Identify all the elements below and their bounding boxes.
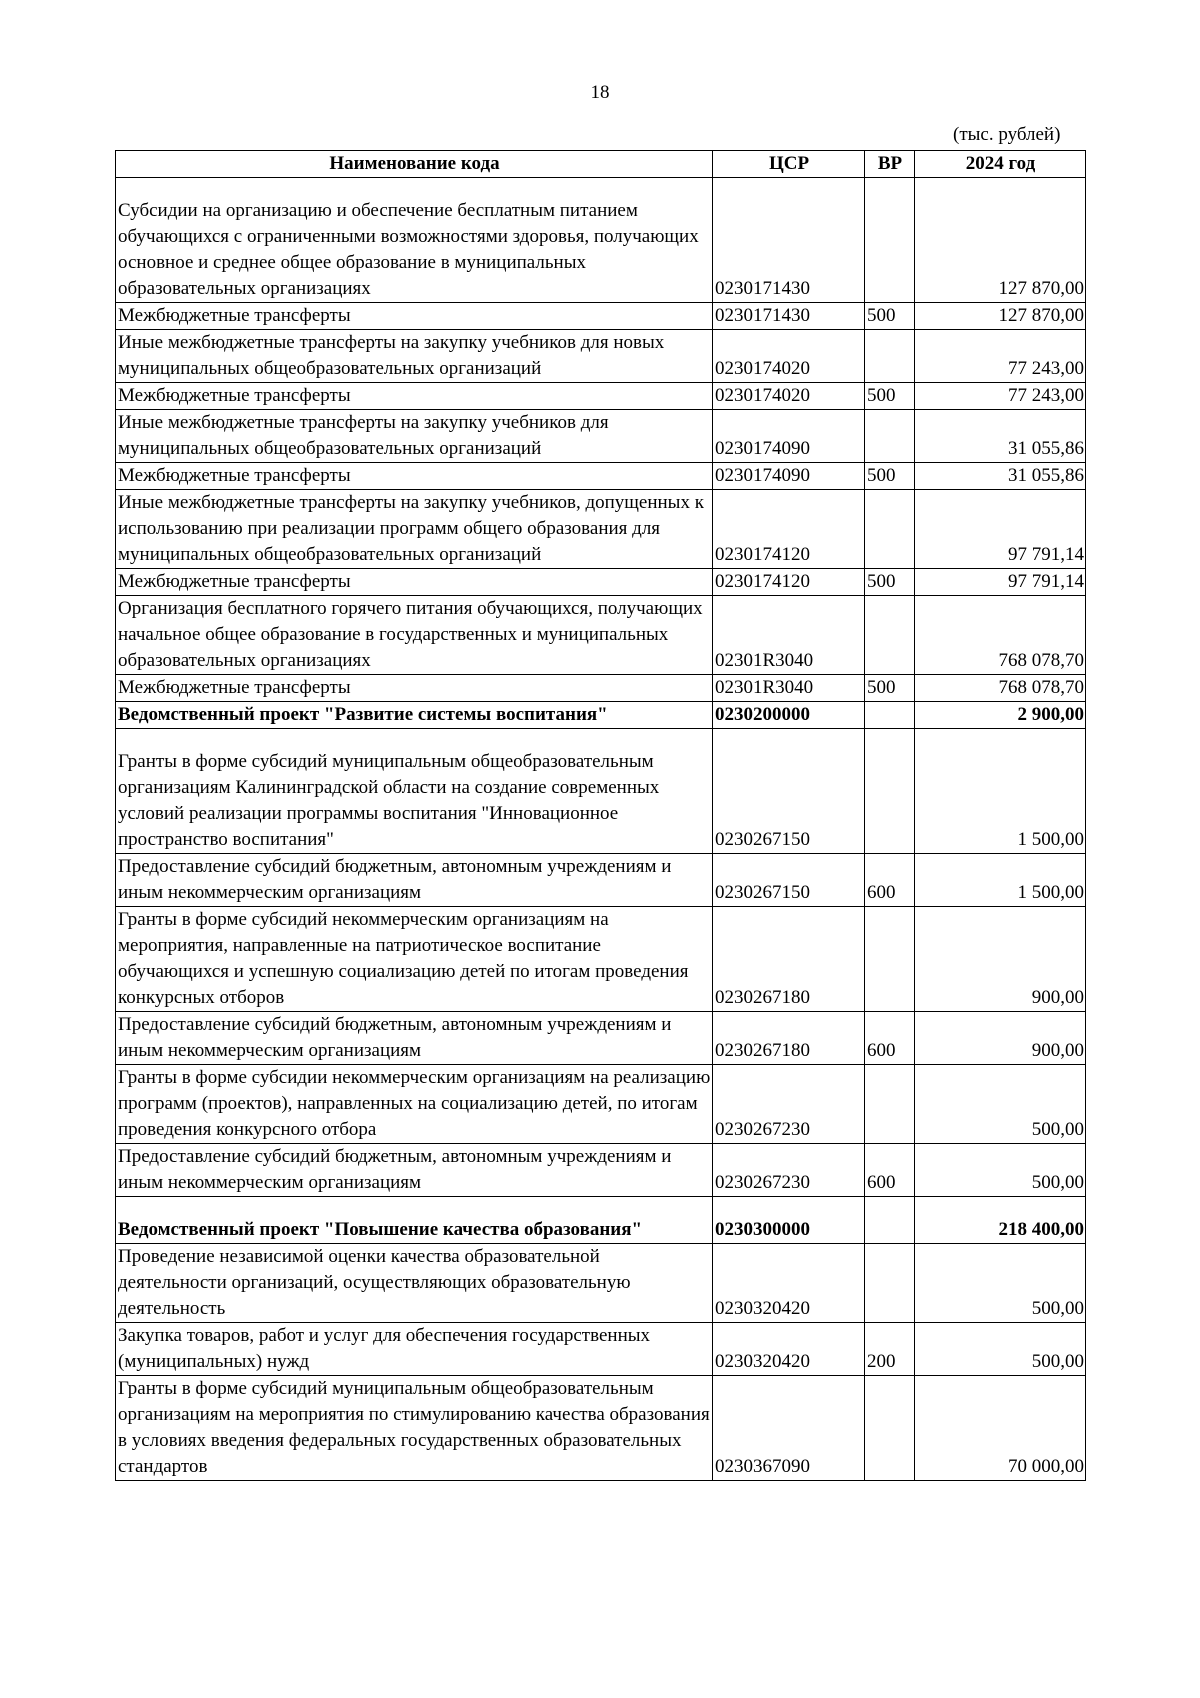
row-name: Гранты в форме субсидий муниципальным общеобразовательным организациям на мероприятия по стимулированию качества образования в условиях введения федеральных государственных образовательных стандартов bbox=[116, 1376, 713, 1481]
table-row bbox=[116, 490, 1086, 569]
row-csr: 0230174090 bbox=[713, 463, 865, 490]
row-name: Проведение независимой оценки качества образовательной деятельности организаций, осуществляющих образовательную деятельность bbox=[116, 1244, 713, 1323]
units-label: (тыс. рублей) bbox=[953, 124, 1061, 145]
table-row bbox=[116, 1244, 1086, 1323]
row-amount: 1 500,00 bbox=[915, 729, 1086, 854]
row-vr bbox=[865, 702, 915, 729]
row-vr: 500 bbox=[865, 463, 915, 490]
header-csr: ЦСР bbox=[713, 151, 865, 178]
row-amount: 70 000,00 bbox=[915, 1376, 1086, 1481]
row-amount: 500,00 bbox=[915, 1323, 1086, 1376]
row-name: Межбюджетные трансферты bbox=[116, 569, 713, 596]
table-row bbox=[116, 1323, 1086, 1376]
row-vr: 600 bbox=[865, 854, 915, 907]
row-name: Гранты в форме субсидий муниципальным общеобразовательным организациям Калининградской области на создание современных условий реализации программы воспитания "Инновационное пространство воспитания" bbox=[116, 729, 713, 854]
row-csr: 0230367090 bbox=[713, 1376, 865, 1481]
row-name: Ведомственный проект "Повышение качества образования" bbox=[116, 1197, 713, 1244]
row-amount: 31 055,86 bbox=[915, 410, 1086, 463]
row-csr: 0230174020 bbox=[713, 383, 865, 410]
table-row bbox=[116, 410, 1086, 463]
row-name: Иные межбюджетные трансферты на закупку учебников, допущенных к использованию при реализации программ общего образования для муниципальных общеобразовательных организаций bbox=[116, 490, 713, 569]
header-name: Наименование кода bbox=[116, 151, 713, 178]
header-row bbox=[116, 151, 1086, 178]
row-vr: 600 bbox=[865, 1012, 915, 1065]
row-amount: 77 243,00 bbox=[915, 330, 1086, 383]
row-name: Иные межбюджетные трансферты на закупку учебников для муниципальных общеобразовательных организаций bbox=[116, 410, 713, 463]
row-csr: 0230300000 bbox=[713, 1197, 865, 1244]
table-row bbox=[116, 675, 1086, 702]
row-csr: 0230171430 bbox=[713, 178, 865, 303]
row-amount: 127 870,00 bbox=[915, 178, 1086, 303]
row-vr: 500 bbox=[865, 675, 915, 702]
row-amount: 900,00 bbox=[915, 907, 1086, 1012]
row-csr: 0230320420 bbox=[713, 1244, 865, 1323]
row-vr: 500 bbox=[865, 569, 915, 596]
table-row bbox=[116, 1376, 1086, 1481]
row-vr bbox=[865, 907, 915, 1012]
row-name: Межбюджетные трансферты bbox=[116, 303, 713, 330]
row-amount: 31 055,86 bbox=[915, 463, 1086, 490]
row-csr: 0230267150 bbox=[713, 854, 865, 907]
row-csr: 0230267180 bbox=[713, 907, 865, 1012]
table-row bbox=[116, 729, 1086, 854]
row-amount: 1 500,00 bbox=[915, 854, 1086, 907]
table-row bbox=[116, 303, 1086, 330]
row-amount: 500,00 bbox=[915, 1144, 1086, 1197]
row-vr bbox=[865, 178, 915, 303]
row-name: Иные межбюджетные трансферты на закупку учебников для новых муниципальных общеобразовательных организаций bbox=[116, 330, 713, 383]
row-vr bbox=[865, 1376, 915, 1481]
row-csr: 0230174090 bbox=[713, 410, 865, 463]
row-amount: 768 078,70 bbox=[915, 675, 1086, 702]
budget-table bbox=[115, 150, 1086, 1481]
page-number: 18 bbox=[590, 82, 610, 103]
row-name: Организация бесплатного горячего питания обучающихся, получающих начальное общее образование в государственных и муниципальных образовательных организациях bbox=[116, 596, 713, 675]
table-row bbox=[116, 463, 1086, 490]
row-vr bbox=[865, 1197, 915, 1244]
row-name: Предоставление субсидий бюджетным, автономным учреждениям и иным некоммерческим организациям bbox=[116, 1012, 713, 1065]
row-name: Закупка товаров, работ и услуг для обеспечения государственных (муниципальных) нужд bbox=[116, 1323, 713, 1376]
row-csr: 0230267150 bbox=[713, 729, 865, 854]
row-csr: 0230174120 bbox=[713, 569, 865, 596]
row-amount: 500,00 bbox=[915, 1244, 1086, 1323]
row-name: Гранты в форме субсидий некоммерческим организациям на мероприятия, направленные на патриотическое воспитание обучающихся и успешную социализацию детей по итогам проведения конкурсных отборов bbox=[116, 907, 713, 1012]
table-row bbox=[116, 1012, 1086, 1065]
row-csr: 0230267180 bbox=[713, 1012, 865, 1065]
row-vr: 200 bbox=[865, 1323, 915, 1376]
table-row bbox=[116, 569, 1086, 596]
row-vr: 600 bbox=[865, 1144, 915, 1197]
row-csr: 02301R3040 bbox=[713, 596, 865, 675]
row-amount: 218 400,00 bbox=[915, 1197, 1086, 1244]
row-amount: 97 791,14 bbox=[915, 490, 1086, 569]
row-vr bbox=[865, 1065, 915, 1144]
table-row bbox=[116, 854, 1086, 907]
row-vr bbox=[865, 490, 915, 569]
row-name: Предоставление субсидий бюджетным, автономным учреждениям и иным некоммерческим организациям bbox=[116, 1144, 713, 1197]
row-csr: 0230200000 bbox=[713, 702, 865, 729]
row-name: Ведомственный проект "Развитие системы воспитания" bbox=[116, 702, 713, 729]
table-row bbox=[116, 330, 1086, 383]
table-row bbox=[116, 907, 1086, 1012]
row-vr bbox=[865, 729, 915, 854]
row-name: Субсидии на организацию и обеспечение бесплатным питанием обучающихся с ограниченными возможностями здоровья, получающих основное и среднее общее образование в муниципальных образовательных организациях bbox=[116, 178, 713, 303]
row-vr: 500 bbox=[865, 303, 915, 330]
row-amount: 500,00 bbox=[915, 1065, 1086, 1144]
project-row bbox=[116, 1197, 1086, 1244]
row-vr bbox=[865, 410, 915, 463]
row-csr: 02301R3040 bbox=[713, 675, 865, 702]
row-amount: 2 900,00 bbox=[915, 702, 1086, 729]
row-name: Межбюджетные трансферты bbox=[116, 383, 713, 410]
header-year: 2024 год bbox=[915, 151, 1086, 178]
row-name: Гранты в форме субсидии некоммерческим организациям на реализацию программ (проектов), направленных на социализацию детей, по итогам проведения конкурсного отбора bbox=[116, 1065, 713, 1144]
row-csr: 0230267230 bbox=[713, 1065, 865, 1144]
row-vr bbox=[865, 596, 915, 675]
row-name: Межбюджетные трансферты bbox=[116, 675, 713, 702]
row-csr: 0230174120 bbox=[713, 490, 865, 569]
row-amount: 97 791,14 bbox=[915, 569, 1086, 596]
row-name: Межбюджетные трансферты bbox=[116, 463, 713, 490]
row-name: Предоставление субсидий бюджетным, автономным учреждениям и иным некоммерческим организациям bbox=[116, 854, 713, 907]
row-amount: 768 078,70 bbox=[915, 596, 1086, 675]
table-row bbox=[116, 596, 1086, 675]
row-amount: 127 870,00 bbox=[915, 303, 1086, 330]
row-vr bbox=[865, 330, 915, 383]
row-amount: 900,00 bbox=[915, 1012, 1086, 1065]
row-csr: 0230267230 bbox=[713, 1144, 865, 1197]
row-vr: 500 bbox=[865, 383, 915, 410]
table-row bbox=[116, 178, 1086, 303]
row-vr bbox=[865, 1244, 915, 1323]
table-row bbox=[116, 383, 1086, 410]
header-vr: ВР bbox=[865, 151, 915, 178]
row-amount: 77 243,00 bbox=[915, 383, 1086, 410]
row-csr: 0230171430 bbox=[713, 303, 865, 330]
table-row bbox=[116, 1144, 1086, 1197]
row-csr: 0230320420 bbox=[713, 1323, 865, 1376]
project-row bbox=[116, 702, 1086, 729]
row-csr: 0230174020 bbox=[713, 330, 865, 383]
table-row bbox=[116, 1065, 1086, 1144]
